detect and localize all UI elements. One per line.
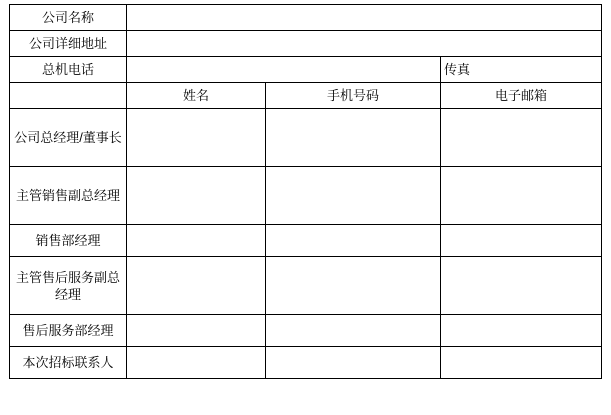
table-row-aftersales-manager (10, 315, 602, 347)
company-info-table (9, 4, 602, 379)
row-value-bid-contact-email[interactable] (441, 347, 602, 379)
row-label-bid-contact: 本次招标联系人 (10, 347, 127, 379)
row-label-aftersales-manager: 售后服务部经理 (10, 315, 127, 347)
row-value-aftersales-vp-email[interactable] (441, 257, 602, 315)
row-label-sales-manager: 销售部经理 (10, 225, 127, 257)
column-header-email: 电子邮箱 (441, 83, 602, 109)
row-value-sales-manager-email[interactable] (441, 225, 602, 257)
row-value-sales-manager-name[interactable] (127, 225, 266, 257)
row-value-sales-vp-email[interactable] (441, 167, 602, 225)
table-row-general-manager (10, 109, 602, 167)
row-value-aftersales-manager-mobile[interactable] (266, 315, 441, 347)
row-value-sales-vp-mobile[interactable] (266, 167, 441, 225)
table-row-company-name (10, 5, 602, 31)
row-value-sales-vp-name[interactable] (127, 167, 266, 225)
column-header-mobile: 手机号码 (266, 83, 441, 109)
row-value-bid-contact-name[interactable] (127, 347, 266, 379)
row-value-aftersales-manager-name[interactable] (127, 315, 266, 347)
table-row-sales-vp (10, 167, 602, 225)
row-value-sales-manager-mobile[interactable] (266, 225, 441, 257)
row-label-general-manager: 公司总经理/董事长 (10, 109, 127, 167)
table-row-bid-contact (10, 347, 602, 379)
table-row-switchboard-phone (10, 57, 602, 83)
row-label-company-address: 公司详细地址 (10, 31, 127, 57)
row-value-general-manager-email[interactable] (441, 109, 602, 167)
row-value-general-manager-name[interactable] (127, 109, 266, 167)
table-row-sales-manager (10, 225, 602, 257)
row-value-company-address[interactable] (127, 31, 602, 57)
row-label-company-name: 公司名称 (10, 5, 127, 31)
table-row-column-headers (10, 83, 602, 109)
row-label-aftersales-vp: 主管售后服务副总经理 (10, 257, 127, 315)
row-value-bid-contact-mobile[interactable] (266, 347, 441, 379)
row-value-general-manager-mobile[interactable] (266, 109, 441, 167)
row-value-aftersales-vp-name[interactable] (127, 257, 266, 315)
table-row-company-address (10, 31, 602, 57)
row-value-aftersales-vp-mobile[interactable] (266, 257, 441, 315)
row-value-aftersales-manager-email[interactable] (441, 315, 602, 347)
row-label-fax-and-value: 传真 (441, 57, 602, 83)
row-value-switchboard-phone[interactable] (127, 57, 441, 83)
row-label-sales-vp: 主管销售副总经理 (10, 167, 127, 225)
column-header-name: 姓名 (127, 83, 266, 109)
row-label-switchboard-phone: 总机电话 (10, 57, 127, 83)
header-empty-cell (10, 83, 127, 109)
row-value-company-name[interactable] (127, 5, 602, 31)
table-row-aftersales-vp (10, 257, 602, 315)
